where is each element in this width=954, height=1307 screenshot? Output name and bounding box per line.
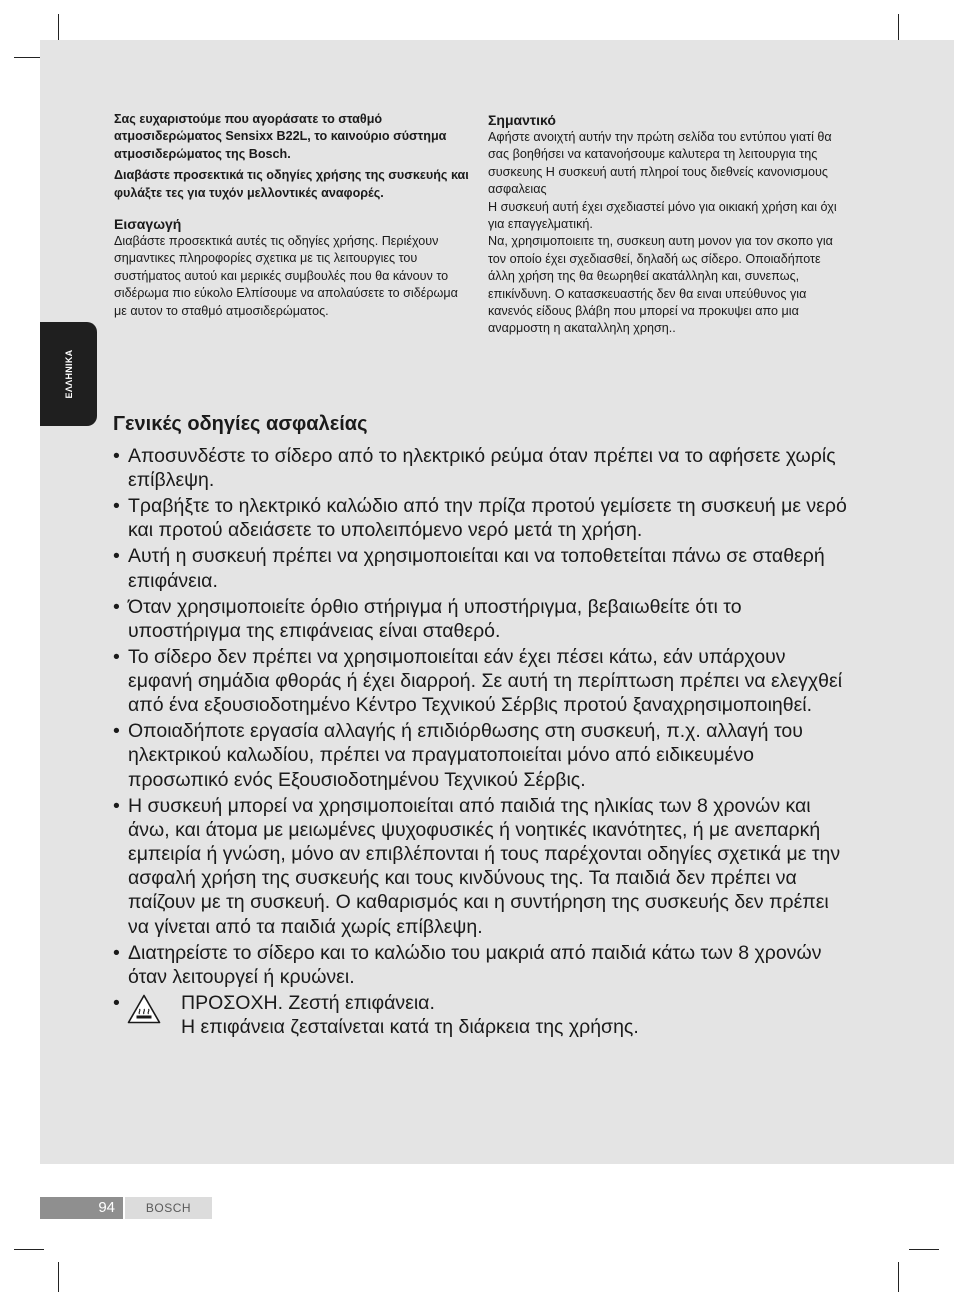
list-item xyxy=(113,595,848,643)
language-label: ΕΛΛΗΝΙΚΑ xyxy=(63,349,74,399)
list-item xyxy=(113,941,848,989)
list-item-text: Οποιαδήποτε εργασία αλλαγής ή επιδιόρθωσης στη συσκευή, π.χ. αλλαγή του ηλεκτρικού καλωδίου, πρέπει να πραγματοποιείται μόνο από ειδικευμένο προσωπικό ενός Εξουσιοδοτημένου Τεχνικού Σέρβις. xyxy=(128,720,803,791)
list-item-text: Η συσκευή μπορεί να χρησιμοποιείται από παιδιά της ηλικίας των 8 χρονών και άνω, και άτομα με μειωμένες ψυχοφυσικές ή νοητικές ικανότητες, ή με ανεπαρκή εμπειρία ή γνώση, μόνο αν επιβλέπονται ή τους παρέχονται οδηγίες σχετικά με την ασφαλή χρήση της συσκευής και τους κινδύνους της. Τα παιδιά δεν πρέπει να παίζουν με τη συσκευή. Ο καθαρισμός και η συντήρηση της συσκευής δεν πρέπει να γίνεται από τα παιδιά χωρίς επίβλεψη. xyxy=(128,794,841,938)
bullet: • xyxy=(113,941,120,964)
crop-mark xyxy=(14,1249,44,1250)
list-item-text: Αυτή η συσκευή πρέπει να χρησιμοποιείται και να τοποθετείται πάνω σε σταθερή επιφάνεια. xyxy=(128,545,825,592)
safety-list xyxy=(113,444,848,1039)
bullet: • xyxy=(113,495,120,518)
important-paragraph: Αφήστε ανοιχτή αυτήν την πρώτη σελίδα του εντύπου γιατί θα σας βοηθήσει να κατανοήσουμε καλυτερα τη λειτουργια της συσκευης Η συσκευή αυτή πληροί τους διεθνείς κανονισμους ασφαλειας xyxy=(488,130,832,197)
list-item-text: Τραβήξτε το ηλεκτρικό καλώδιο από την πρίζα προτού γεμίσετε τη συσκευή με νερό και προτού αδειάσετε το υπολειπόμενο νερό μετά τη χρήση. xyxy=(128,495,847,542)
crop-mark xyxy=(898,1262,899,1292)
important-paragraph: Η συσκευή αυτή έχει σχεδιαστεί μόνο για οικιακή χρήση και όχι για επαγγελματική. xyxy=(488,199,837,232)
list-item-text: Το σίδερο δεν πρέπει να χρησιμοποιείται εάν έχει πέσει κάτω, εάν υπάρχουν εμφανή σημάδια φθοράς ή έχει διαρροή. Σε αυτή τη περίπτωση πρέπει να ελεγχθεί από ένα εξουσιοδοτημένο Κέντρο Τεχνικού Σέρβις προτού ξαναχρησιμοποιηθεί. xyxy=(128,645,843,717)
bullet: • xyxy=(113,645,120,668)
bullet: • xyxy=(113,445,120,467)
thanks-text: Σας ευχαριστούμε που αγοράσατε το σταθμό ατμοσιδερώματος Sensixx B22L, το καινούριο σύστημα ατμοσιδερώματος της Bosch. xyxy=(114,112,447,161)
safety-section xyxy=(113,410,848,1041)
list-item xyxy=(113,444,848,492)
crop-mark xyxy=(58,1262,59,1292)
important-heading: Σημαντικό xyxy=(488,112,556,128)
list-item xyxy=(113,494,848,542)
bullet: • xyxy=(113,545,120,568)
list-item-text: Όταν χρησιμοποιείτε όρθιο στήριγμα ή υποστήριγμα, βεβαιωθείτε ότι το υποστήριγμα της επιφάνειας είναι σταθερό. xyxy=(128,595,742,642)
language-side-tab xyxy=(40,322,97,426)
warning-text: Η επιφάνεια ζεσταίνεται κατά τη διάρκεια της χρήσης. xyxy=(181,1016,639,1039)
list-item xyxy=(113,544,848,592)
bullet: • xyxy=(113,991,120,1014)
intro-heading: Εισαγωγή xyxy=(114,216,182,233)
list-item xyxy=(113,719,848,792)
intro-body: Διαβάστε προσεκτικά αυτές τις οδηγίες χρήσης. Περιέχουν σημαντικες πληροφορίες σχετικα με τις λειτουργιες του συστήματος αυτού και μερικές συμβουλές που θα κάνουν το σιδέρωμα πιο εύκολο Ελπίσουμε να απολαύσετε το σιδέρωμα με αυτον το σταθμό ατμοσιδερώματος. xyxy=(114,234,458,318)
read-note-text: Διαβάστε προσεκτικά τις οδηγίες χρήσης της συσκευής και φυλάξτε τες για τυχόν μελλοντικές αναφορές. xyxy=(114,168,469,200)
important-paragraph: Να, χρησιμοποιειτε τη, συσκευη αυτη μονον για τον σκοπο για τον οποίο έχει σχεδιασθεί, δηλαδή ως σίδερο. Οποιαδήποτε άλλη χρήση της θα θεωρηθεί ακατάλληλη και, συνεπως, επικίνδυνη. Ο κατασκευαστής δεν θα ειναι υπεύθυνος για κανενός είδους βλάβη που μπορεί να προκυψει απο μια αναρμοστη η ακαταλληλη χρηση.. xyxy=(488,234,833,336)
hot-surface-warning-item xyxy=(113,991,848,1039)
bullet: • xyxy=(113,720,120,743)
page-number: 94 xyxy=(40,1197,123,1219)
list-item-text: Διατηρείστε το σίδερο και το καλώδιο του μακριά από παιδιά κάτω των 8 χρονών όταν λειτουργεί ή κρυώνει. xyxy=(128,941,822,988)
warning-title: ΠΡΟΣΟΧΗ. Ζεστή επιφάνεια. xyxy=(181,991,435,1014)
bullet: • xyxy=(113,794,120,817)
intro-column xyxy=(114,111,474,320)
crop-mark xyxy=(909,1249,939,1250)
hot-surface-warning-icon xyxy=(127,994,161,1024)
important-column xyxy=(488,111,848,338)
bullet: • xyxy=(113,595,120,618)
brand-label: BOSCH xyxy=(125,1197,212,1219)
safety-title: Γενικές οδηγίες ασφαλείας xyxy=(113,413,368,435)
list-item-text: Αποσυνδέστε το σίδερο από το ηλεκτρικό ρεύμα όταν πρέπει να το αφήσετε χωρίς επίβλεψη. xyxy=(128,445,836,492)
list-item xyxy=(113,645,848,718)
list-item xyxy=(113,794,848,939)
